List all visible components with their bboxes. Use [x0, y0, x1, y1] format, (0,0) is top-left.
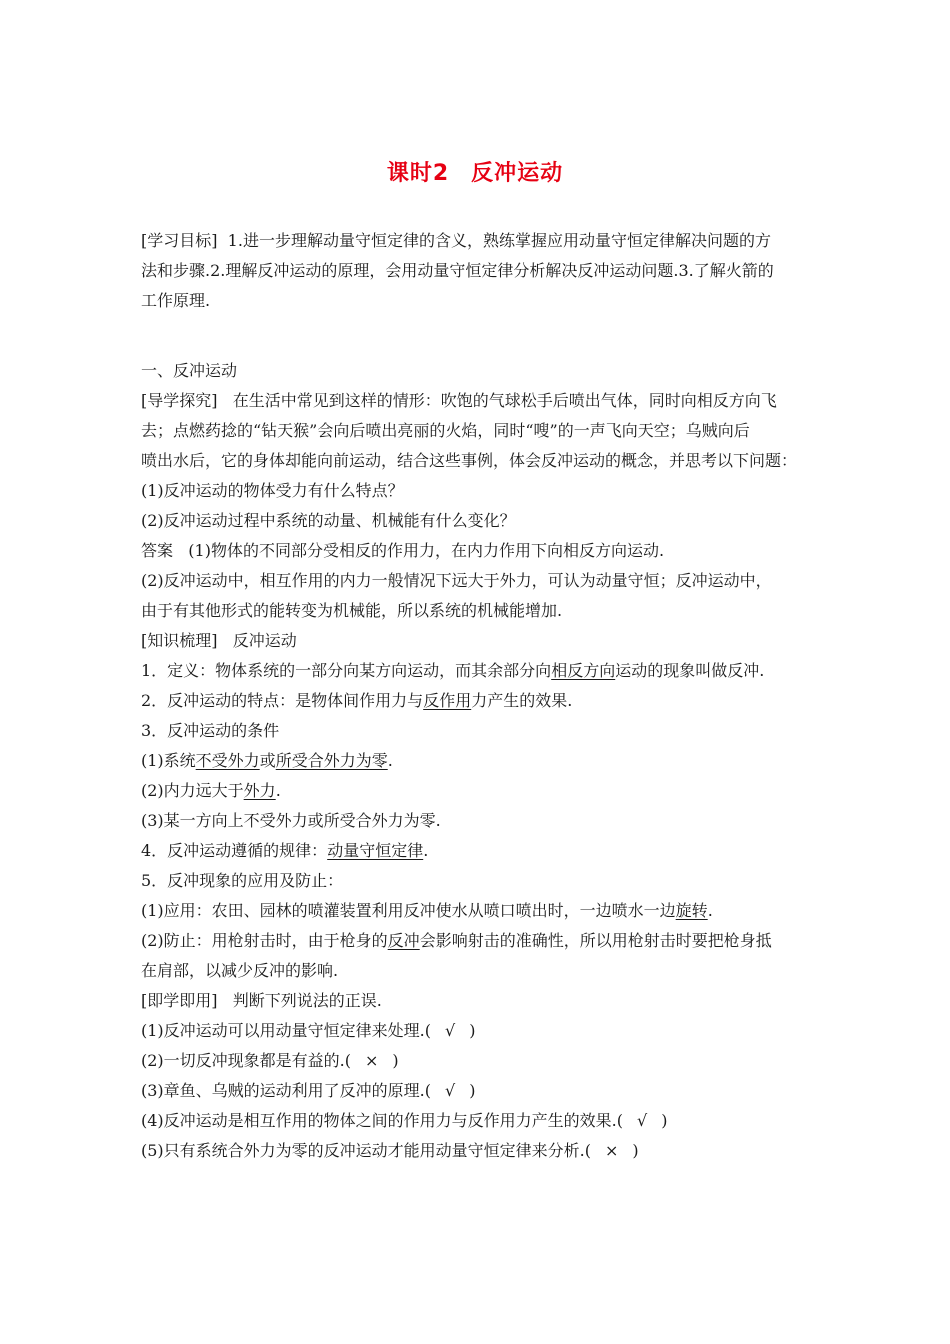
blank-answer: 相反方向: [551, 661, 616, 680]
practice-heading: [即学即用] 判断下列说法的正误.: [141, 991, 382, 1010]
blank-answer: 反作用: [423, 691, 472, 710]
practice-label: [即学即用]: [141, 991, 218, 1010]
knowledge-item-5-1: (1)应用：农田、园林的喷灌装置利用反冲使水从喷口喷出时，一边喷水一边旋转.: [141, 901, 713, 920]
objectives-line-3: 工作原理.: [141, 291, 211, 310]
knowledge-heading: [知识梳理] 反冲运动: [141, 631, 297, 650]
blank-answer: 所受合外力为零: [275, 751, 388, 770]
explore-line-2: 去；点燃药捻的“钻天猴”会向后喷出亮丽的火焰，同时“嗖”的一声飞向天空；乌贼向后: [141, 421, 750, 440]
blank-answer: 反冲: [387, 931, 420, 950]
check-mark: √: [445, 1081, 456, 1100]
knowledge-label: [知识梳理]: [141, 631, 218, 650]
cross-mark: ×: [605, 1141, 619, 1160]
judgment-item: (3)章鱼、乌贼的运动利用了反冲的原理.( √ ): [141, 1076, 816, 1106]
explore-label: [导学探究]: [141, 391, 218, 410]
title-main: 课时2: [386, 161, 450, 186]
title-sub: 反冲运动: [471, 161, 564, 186]
judgment-item: (1)反冲运动可以用动量守恒定律来处理.( √ ): [141, 1016, 816, 1046]
objectives-line-2: 法和步骤.2.理解反冲运动的原理，会用动量守恒定律分析解决反冲运动问题.3.了解火箭的: [141, 261, 774, 280]
blank-answer: 旋转: [675, 901, 708, 920]
cross-mark: ×: [365, 1051, 379, 1070]
question-1: (1)反冲运动的物体受力有什么特点？: [141, 481, 404, 500]
blank-answer: 动量守恒定律: [327, 841, 424, 860]
page-title: [0, 156, 950, 187]
answer-line-1: 答案 (1)物体的不同部分受相反的作用力，在内力作用下向相反方向运动.: [141, 541, 665, 560]
check-mark: √: [637, 1111, 648, 1130]
knowledge-item-3-3: (3)某一方向上不受外力或所受合外力为零.: [141, 811, 441, 830]
blank-answer: 不受外力: [195, 751, 260, 770]
question-2: (2)反冲运动过程中系统的动量、机械能有什么变化？: [141, 511, 516, 530]
explore-line-1: [导学探究] 在生活中常见到这样的情形：吹饱的气球松手后喷出气体，同时向相反方向飞: [141, 391, 777, 410]
knowledge-item-5: 5．反冲现象的应用及防止：: [141, 871, 344, 890]
knowledge-item-2: 2．反冲运动的特点：是物体间作用力与反作用力产生的效果.: [141, 691, 573, 710]
knowledge-item-1: 1．定义：物体系统的一部分向某方向运动，而其余部分向相反方向运动的现象叫做反冲.: [141, 661, 765, 680]
knowledge-item-5-2-cont: 在肩部，以减少反冲的影响.: [141, 961, 339, 980]
objectives-label: [学习目标]: [141, 231, 218, 250]
answer-line-2: (2)反冲运动中，相互作用的内力一般情况下远大于外力，可认为动量守恒；反冲运动中，: [141, 571, 772, 590]
judgment-item: (4)反冲运动是相互作用的物体之间的作用力与反作用力产生的效果.( √ ): [141, 1106, 816, 1136]
knowledge-item-3-2: (2)内力远大于外力.: [141, 781, 281, 800]
answer-label: 答案: [141, 541, 174, 560]
knowledge-item-4: 4．反冲运动遵循的规律：动量守恒定律.: [141, 841, 429, 860]
judgment-item: (2)一切反冲现象都是有益的.( × ): [141, 1046, 816, 1076]
knowledge-item-3: 3．反冲运动的条件: [141, 721, 280, 740]
answer-line-3: 由于有其他形式的能转变为机械能，所以系统的机械能增加.: [141, 601, 563, 620]
document-body: [141, 226, 816, 1166]
judgment-item: (5)只有系统合外力为零的反冲运动才能用动量守恒定律来分析.( × ): [141, 1136, 816, 1166]
knowledge-item-3-1: (1)系统不受外力或所受合外力为零.: [141, 751, 393, 770]
check-mark: √: [445, 1021, 456, 1040]
objectives-line-1: [学习目标] 1.进一步理解动量守恒定律的含义，熟练掌握应用动量守恒定律解决问题的方: [141, 231, 771, 250]
explore-line-3: 喷出水后，它的身体却能向前运动，结合这些事例，体会反冲运动的概念，并思考以下问题：: [141, 451, 798, 470]
blank-answer: 外力: [243, 781, 276, 800]
knowledge-item-5-2: (2)防止：用枪射击时，由于枪身的反冲会影响射击的准确性，所以用枪射击时要把枪身抵: [141, 931, 772, 950]
section-heading: 一、反冲运动: [141, 361, 238, 380]
